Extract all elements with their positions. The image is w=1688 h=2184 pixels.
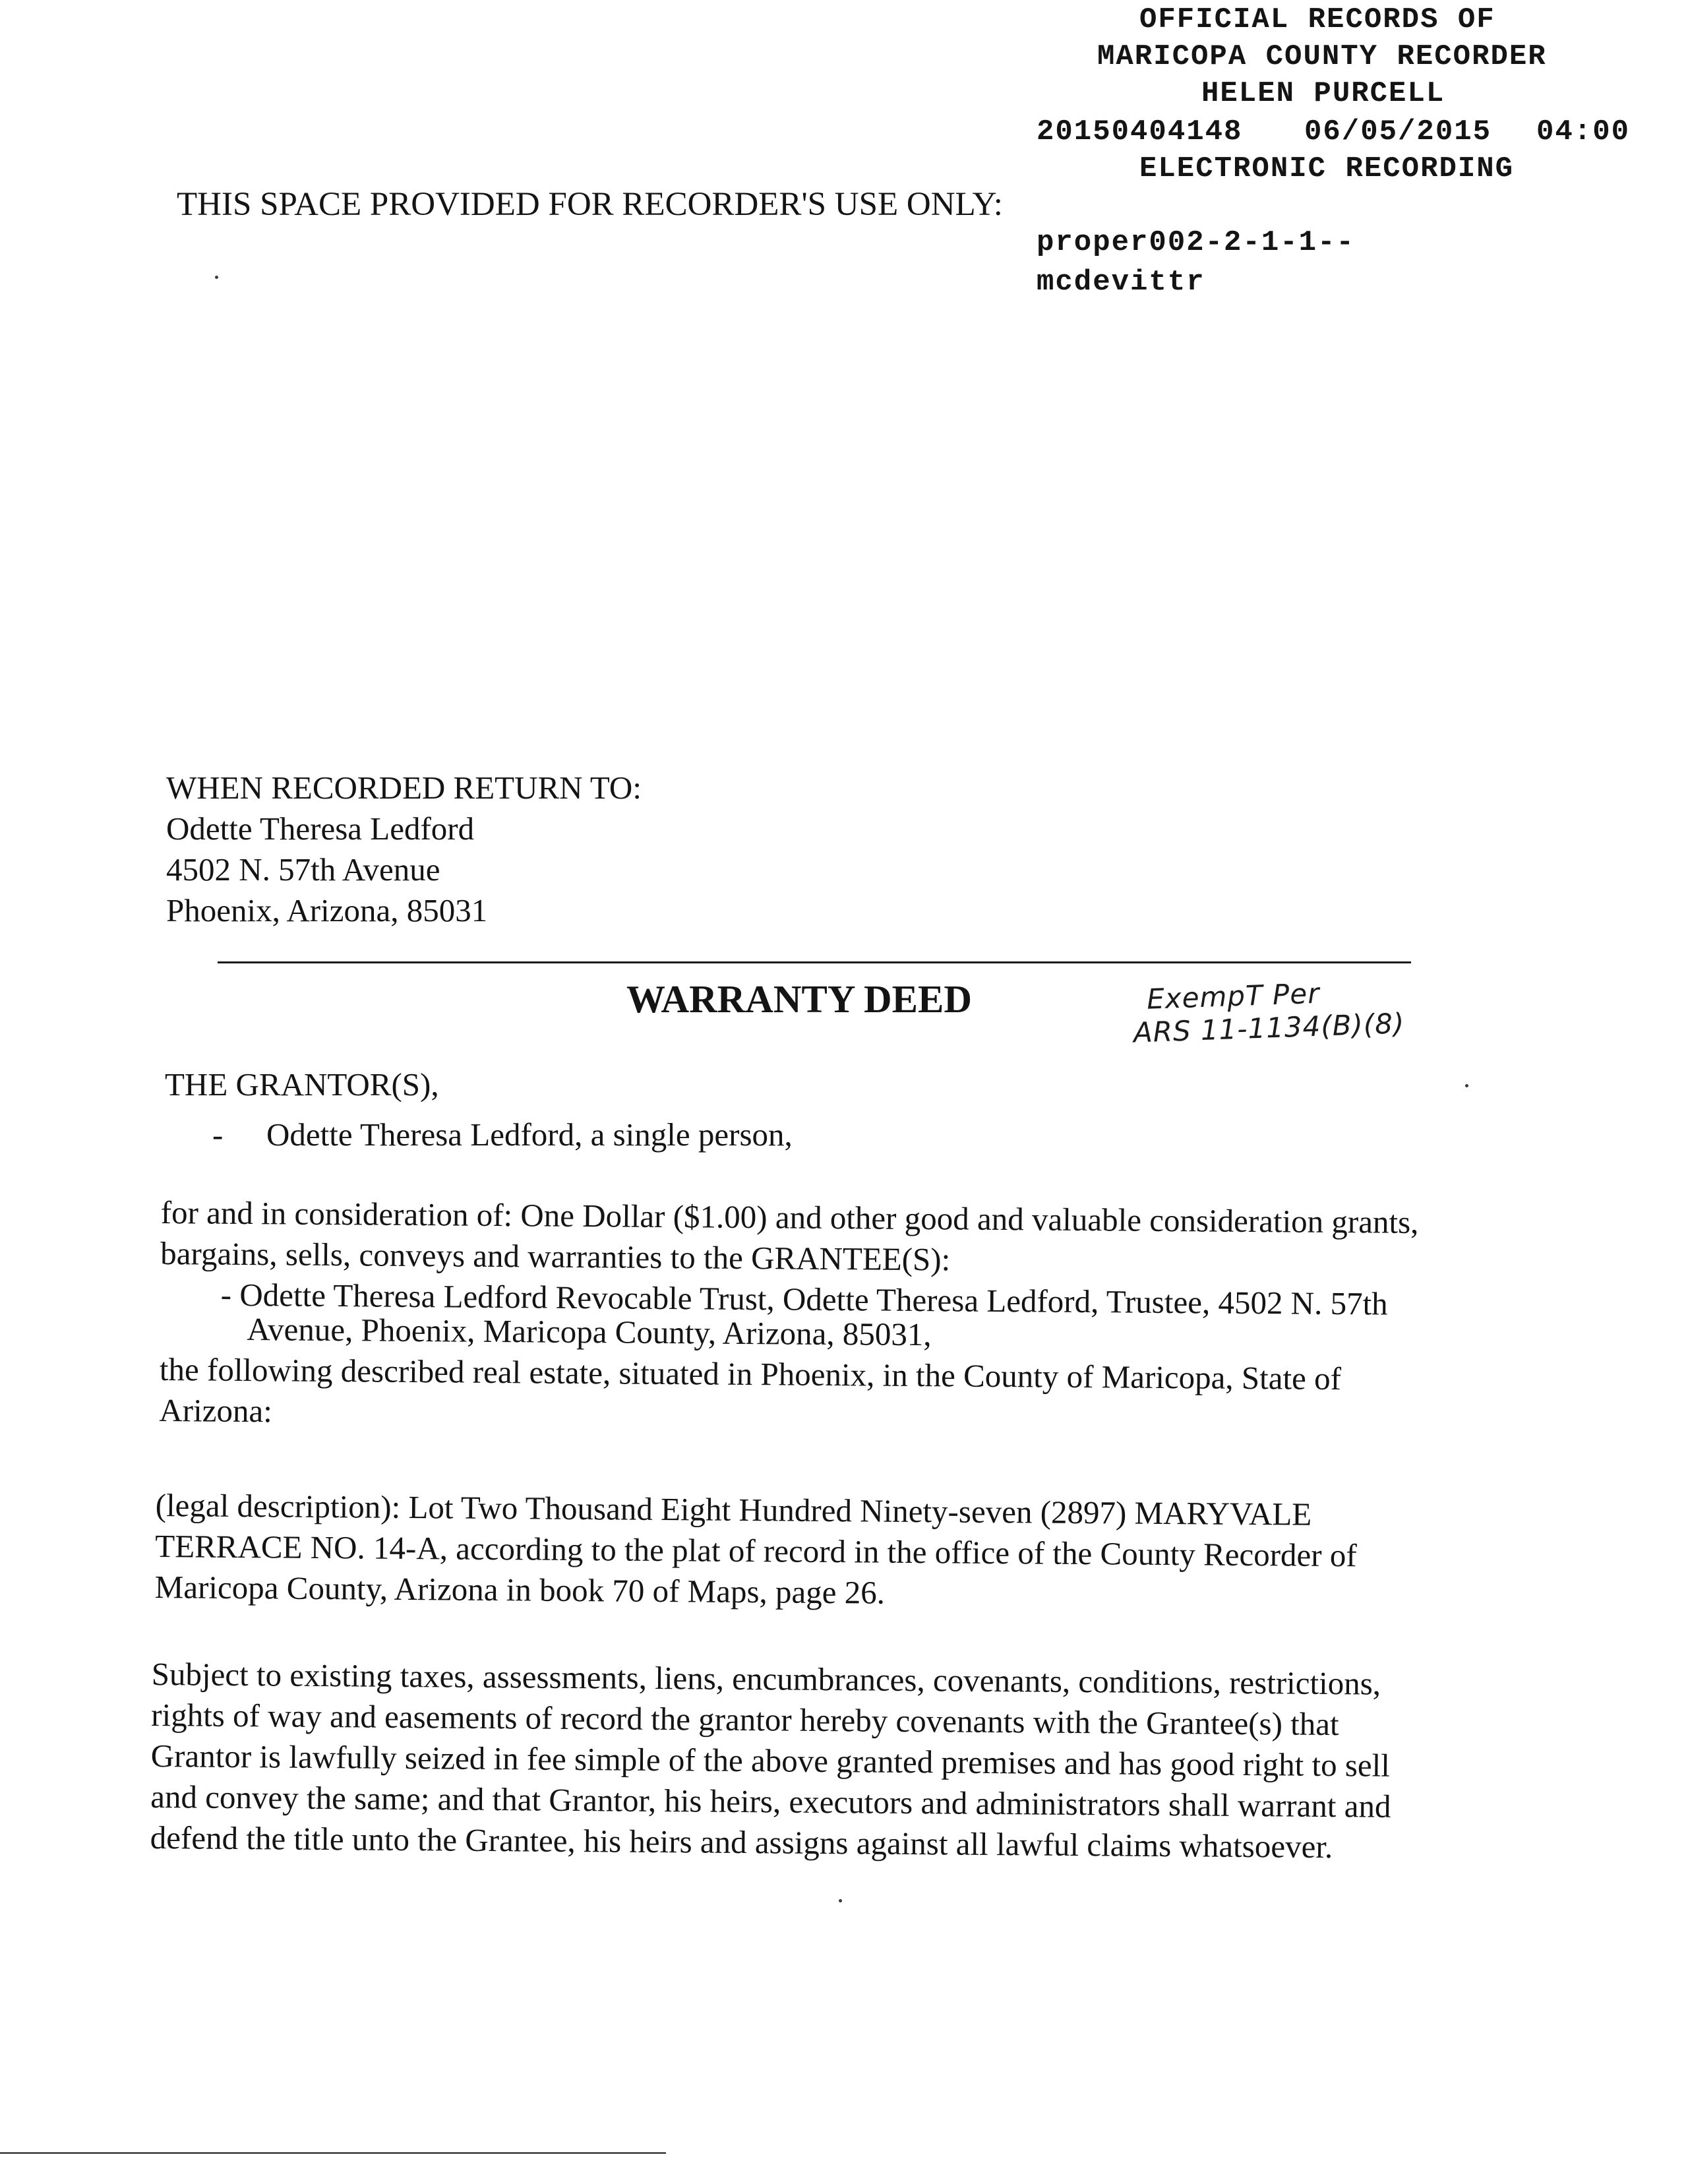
handwritten-exemption-note (1133, 974, 1406, 1049)
return-to-street: 4502 N. 57th Avenue (166, 851, 440, 888)
legal-description-line-2: TERRACE NO. 14-A, according to the plat of record in the office of the County Recorder of (155, 1527, 1357, 1574)
stamp-recording-date: 06/05/2015 (1304, 115, 1492, 148)
stamp-document-number: 20150404148 (1037, 115, 1243, 148)
consideration-line-2: bargains, sells, conveys and warranties to the GRANTEE(S): (160, 1234, 951, 1278)
covenants-line-2: rights of way and easements of record the grantor hereby covenants with the Grantee(s) that (151, 1696, 1339, 1743)
consideration-line-1: for and in consideration of: One Dollar ($1.00) and other good and valuable consideration grants, (160, 1194, 1419, 1240)
stamp-county-recorder: MARICOPA COUNTY RECORDER (1097, 40, 1547, 73)
covenants-paragraph (150, 1654, 1393, 1868)
legal-description-line-1: (legal description): Lot Two Thousand Eight Hundred Ninety-seven (2897) MARYVALE (155, 1487, 1312, 1532)
consideration-paragraph (159, 1192, 1419, 1441)
grantee-line-2: Avenue, Phoenix, Maricopa County, Arizona, 85031, (247, 1311, 932, 1353)
legal-description-line-3: Maricopa County, Arizona in book 70 of Maps, page 26. (154, 1568, 886, 1611)
scan-speck (839, 1899, 842, 1902)
covenants-line-3: Grantor is lawfully seized in fee simple of the above granted premises and has good right to sell (150, 1737, 1391, 1784)
consideration-line-3: the following described real estate, situated in Phoenix, in the County of Maricopa, State of (159, 1350, 1342, 1397)
legal-description (155, 1485, 1358, 1617)
covenants-line-4: and convey the same; and that Grantor, his heirs, executors and administrators shall warrant and (150, 1778, 1391, 1825)
handwritten-note-line-2: ARS 11-1134(B)(8) (1133, 1007, 1406, 1049)
return-to-name: Odette Theresa Ledford (166, 810, 475, 847)
return-to-heading: WHEN RECORDED RETURN TO: (166, 770, 642, 806)
grantor-bullet: - (212, 1116, 224, 1153)
scan-speck (1465, 1084, 1468, 1087)
stamp-user-line-2: mcdevittr (1037, 266, 1205, 299)
scan-speck (215, 276, 218, 279)
title-rule (218, 961, 1411, 963)
return-to-city: Phoenix, Arizona, 85031 (166, 892, 488, 928)
handwritten-note-line-1: ExempT Per (1146, 977, 1321, 1016)
recorder-space-label: THIS SPACE PROVIDED FOR RECORDER'S USE ONLY: (177, 186, 1003, 223)
grantee-line-1: - Odette Theresa Ledford Revocable Trust, Odette Theresa Ledford, Trustee, 4502 N. 57th (220, 1276, 1388, 1322)
covenants-line-1: Subject to existing taxes, assessments, liens, encumbrances, covenants, conditions, restrictions, (151, 1656, 1381, 1702)
stamp-user-line-1: proper002-2-1-1-- (1037, 226, 1355, 259)
grantor-entry: Odette Theresa Ledford, a single person, (266, 1116, 793, 1153)
stamp-official-records: OFFICIAL RECORDS OF (1139, 3, 1495, 36)
grantor-heading: THE GRANTOR(S), (165, 1066, 439, 1103)
stamp-electronic-recording: ELECTRONIC RECORDING (1139, 152, 1515, 185)
stamp-recorder-name: HELEN PURCELL (1201, 77, 1445, 110)
document-title: WARRANTY DEED (626, 977, 972, 1021)
stamp-recording-time: 04:00 (1536, 115, 1631, 148)
footer-rule (0, 2152, 666, 2154)
return-to-block (166, 768, 642, 931)
consideration-line-4: Arizona: (159, 1391, 273, 1430)
covenants-line-5: defend the title unto the Grantee, his heirs and assigns against all lawful claims whatsoever. (150, 1819, 1333, 1866)
